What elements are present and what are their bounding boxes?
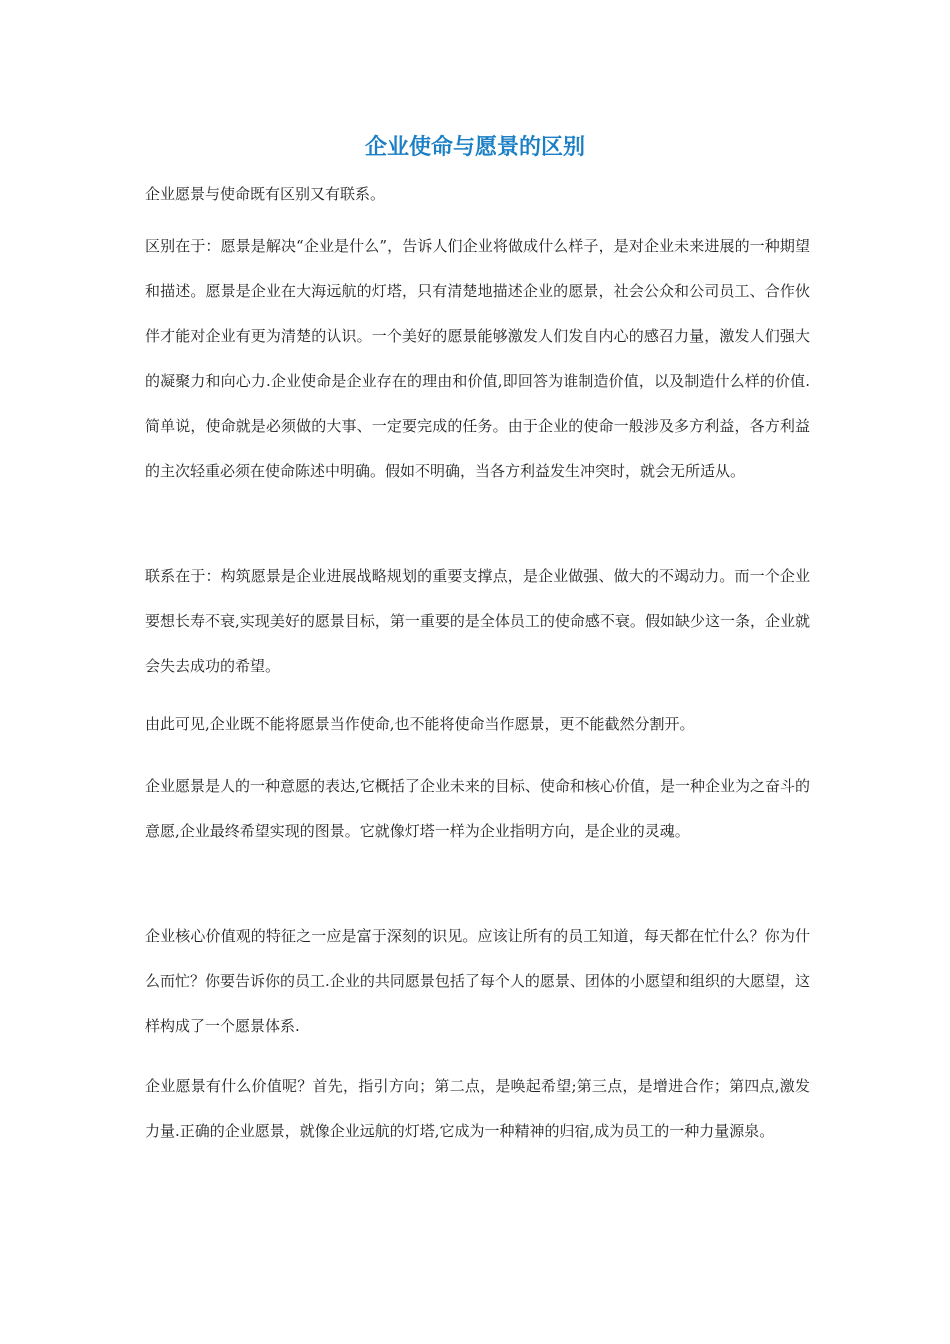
paragraph: 联系在于：构筑愿景是企业进展战略规划的重要支撑点，是企业做强、做大的不竭动力。而一个企业要想长寿不衰,实现美好的愿景目标，第一重要的是全体员工的使命感不衰。假如缺少这一条，企业就会失去成功的希望。 bbox=[145, 567, 810, 675]
paragraph-vision-definition bbox=[145, 764, 810, 854]
document-title: 企业使命与愿景的区别 bbox=[364, 134, 585, 160]
paragraph-difference bbox=[145, 224, 810, 494]
paragraph: 企业愿景是人的一种意愿的表达,它概括了企业未来的目标、使命和核心价值，是一种企业为之奋斗的意愿,企业最终希望实现的图景。它就像灯塔一样为企业指明方向，是企业的灵魂。 bbox=[145, 777, 810, 840]
paragraph: 企业核心价值观的特征之一应是富于深刻的识见。应该让所有的员工知道，每天都在忙什么？你为什么而忙？你要告诉你的员工.企业的共同愿景包括了每个人的愿景、团体的小愿望和组织的大愿望，这样构成了一个愿景体系. bbox=[145, 927, 810, 1035]
paragraph-connection bbox=[145, 554, 810, 689]
paragraph-vision-value bbox=[145, 1064, 810, 1154]
paragraph-intro bbox=[145, 172, 810, 217]
paragraph-core-values bbox=[145, 914, 810, 1049]
paragraph: 企业愿景与使命既有区别又有联系。 bbox=[145, 185, 386, 203]
paragraph: 企业愿景有什么价值呢？首先，指引方向；第二点，是唤起希望;第三点，是增进合作；第四点,激发力量.正确的企业愿景，就像企业远航的灯塔,它成为一种精神的归宿,成为员工的一种力量源泉。 bbox=[145, 1077, 810, 1140]
paragraph-conclusion bbox=[145, 702, 810, 747]
paragraph: 由此可见,企业既不能将愿景当作使命,也不能将使命当作愿景，更不能截然分割开。 bbox=[145, 715, 695, 733]
paragraph: 区别在于：愿景是解决“企业是什么”，告诉人们企业将做成什么样子，是对企业未来进展的一种期望和描述。愿景是企业在大海远航的灯塔，只有清楚地描述企业的愿景，社会公众和公司员工、合作伙伴才能对企业有更为清楚的认识。一个美好的愿景能够激发人们发自内心的感召力量，激发人们强大的凝聚力和向心力.企业使命是企业存在的理由和价值,即回答为谁制造价值，以及制造什么样的价值.简单说，使命就是必须做的大事、一定要完成的任务。由于企业的使命一般涉及多方利益，各方利益的主次轻重必须在使命陈述中明确。假如不明确，当各方利益发生冲突时，就会无所适从。 bbox=[145, 237, 810, 480]
